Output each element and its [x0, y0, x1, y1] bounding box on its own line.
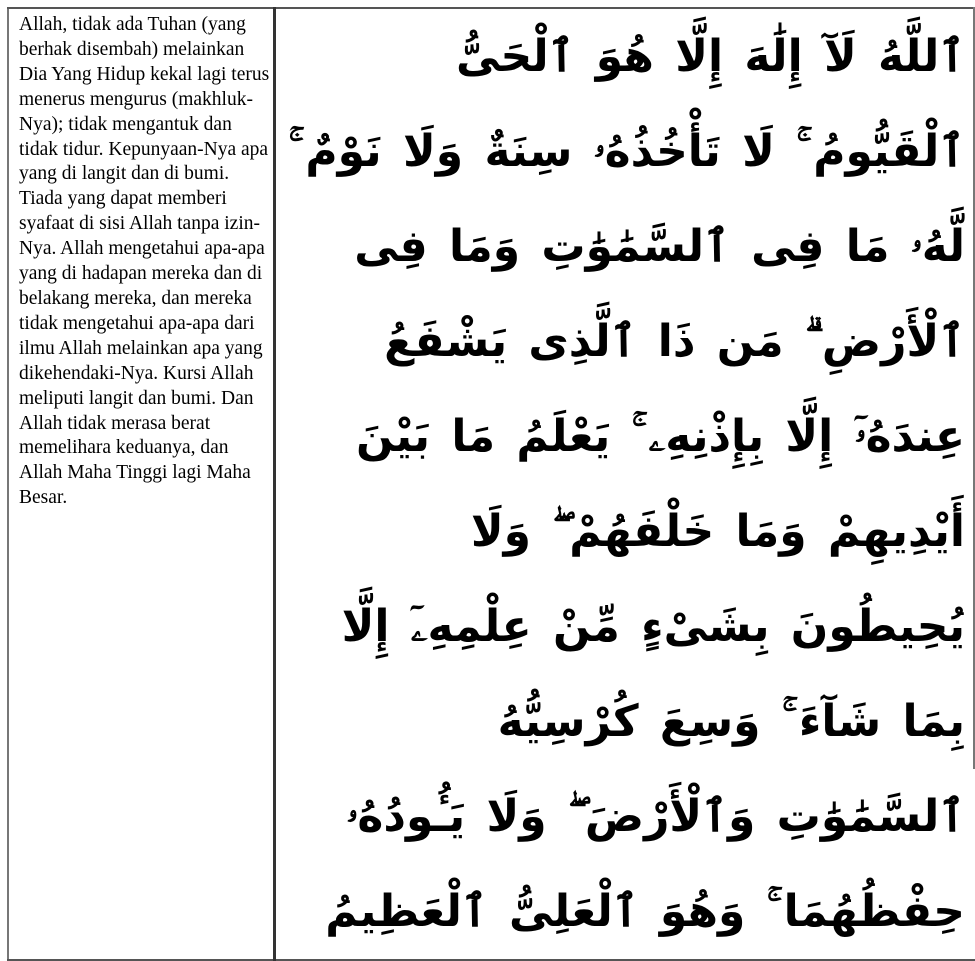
arabic-cell — [275, 8, 975, 960]
verse-table — [7, 7, 975, 961]
arabic-verse-text: ٱللَّهُ لَآ إِلَٰهَ إِلَّا هُوَ ٱلْحَىُّ ٱلْقَيُّومُ ۚ لَا تَأْخُذُهُۥ سِنَةٌ وَلَا نَوْمٌ ۚ لَّهُۥ مَا فِى ٱلسَّمَٰوَٰتِ وَمَا فِى ٱلْأَرْضِ ۗ مَن ذَا ٱلَّذِى يَشْفَعُ عِندَهُۥٓ إِلَّا بِإِذْنِهِۦ ۚ يَعْلَمُ مَا بَيْنَ أَيْدِيهِمْ وَمَا خَلْفَهُمْ ۖ وَلَا يُحِيطُونَ بِشَىْءٍ مِّنْ عِلْمِهِۦٓ إِلَّا بِمَا شَآءَ ۚ وَسِعَ كُرْسِيُّهُ ٱلسَّمَٰوَٰتِ وَٱلْأَرْضَ ۖ وَلَا يَـُٔودُهُۥ حِفْظُهُمَا ۚ وَهُوَ ٱلْعَلِىُّ ٱلْعَظِيمُ — [276, 9, 975, 959]
translation-text: Allah, tidak ada Tuhan (yang berhak disembah) melainkan Dia Yang Hidup kekal lagi terus menerus mengurus (makhluk-Nya); tidak mengantuk dan tidak tidur. Kepunyaan-Nya apa yang di langit dan di bumi. Tiada yang dapat memberi syafaat di sisi Allah tanpa izin-Nya. Allah mengetahui apa-apa yang di hadapan mereka dan di belakang mereka, dan mereka tidak mengetahui apa-apa dari ilmu Allah melainkan apa yang dikehendaki-Nya. Kursi Allah meliputi langit dan bumi. Dan Allah tidak merasa berat memelihara keduanya, dan Allah Maha Tinggi lagi Maha Besar. — [9, 9, 273, 511]
translation-cell — [8, 8, 275, 960]
verse-row — [8, 8, 975, 960]
